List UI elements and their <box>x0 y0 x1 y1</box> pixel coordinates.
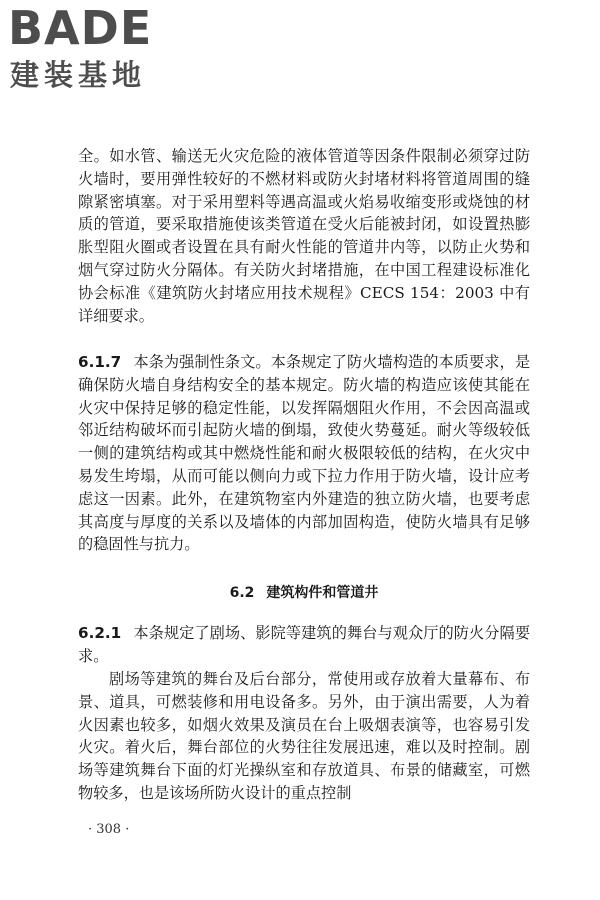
logo-subtitle: 建装基地 <box>10 58 147 92</box>
clause-6-1-7 <box>78 351 530 556</box>
brand-logo <box>8 1 188 94</box>
clause-text: 本条规定了剧场、影院等建筑的舞台与观众厅的防火分隔要求。 <box>78 624 530 665</box>
paragraph-body: 剧场等建筑的舞台及后台部分，常使用或存放着大量幕布、布景、道具，可燃装修和用电设备多。另外，由于演出需要，人为着火因素也较多，如烟火效果及演员在台上吸烟表演等，也容易引发火灾。着火后，舞台部位的火势往往发展迅速，难以及时控制。剧场等建筑舞台下面的灯光操纵室和存放道具、布景的储藏室，可燃物较多，也是该场所防火设计的重点控制 <box>78 670 530 802</box>
paragraph-continuation: 全。如水管、输送无火灾危险的液体管道等因条件限制必须穿过防火墙时，要用弹性较好的不燃材料或防火封堵材料将管道周围的缝隙紧密填塞。对于采用塑料等遇高温或火焰易收缩变形或烧蚀的材质的管道，要采取措施使该类管道在受火后能被封闭，如设置热膨胀型阻火圈或者设置在具有耐火性能的管道井内等，以防止火势和烟气穿过防火分隔体。有关防火封堵措施，在中国工程建设标准化协会标准《建筑防火封堵应用技术规程》CECS 154：2003 中有详细要求。 <box>78 147 530 325</box>
logo-brand-text: BADE <box>8 1 153 55</box>
clause-text: 本条为强制性条文。本条规定了防火墙构造的本质要求，是确保防火墙自身结构安全的基本规定。防火墙的构造应该使其能在火灾中保持足够的稳定性能，以发挥隔烟阻火作用，不会因高温或邻近结构破坏而引起防火墙的倒塌，致使火势蔓延。耐火等级较低一侧的建筑结构或其中燃烧性能和耐火极限较低的结构，在火灾中易发生垮塌，从而可能以侧向力或下拉力作用于防火墙，设计应考虑这一因素。此外，在建筑物室内外建造的独立防火墙，也要考虑其高度与厚度的关系以及墙体的内部加固构造，使防火墙具有足够的稳固性与抗力。 <box>78 353 530 554</box>
clause-number: 6.2.1 <box>78 624 122 642</box>
clause-number: 6.1.7 <box>78 353 122 371</box>
clause-6-2-1 <box>78 622 530 668</box>
section-heading <box>78 582 530 602</box>
page-number: · 308 · <box>88 822 130 837</box>
section-title: 建筑构件和管道井 <box>266 585 379 601</box>
section-number: 6.2 <box>229 585 255 601</box>
